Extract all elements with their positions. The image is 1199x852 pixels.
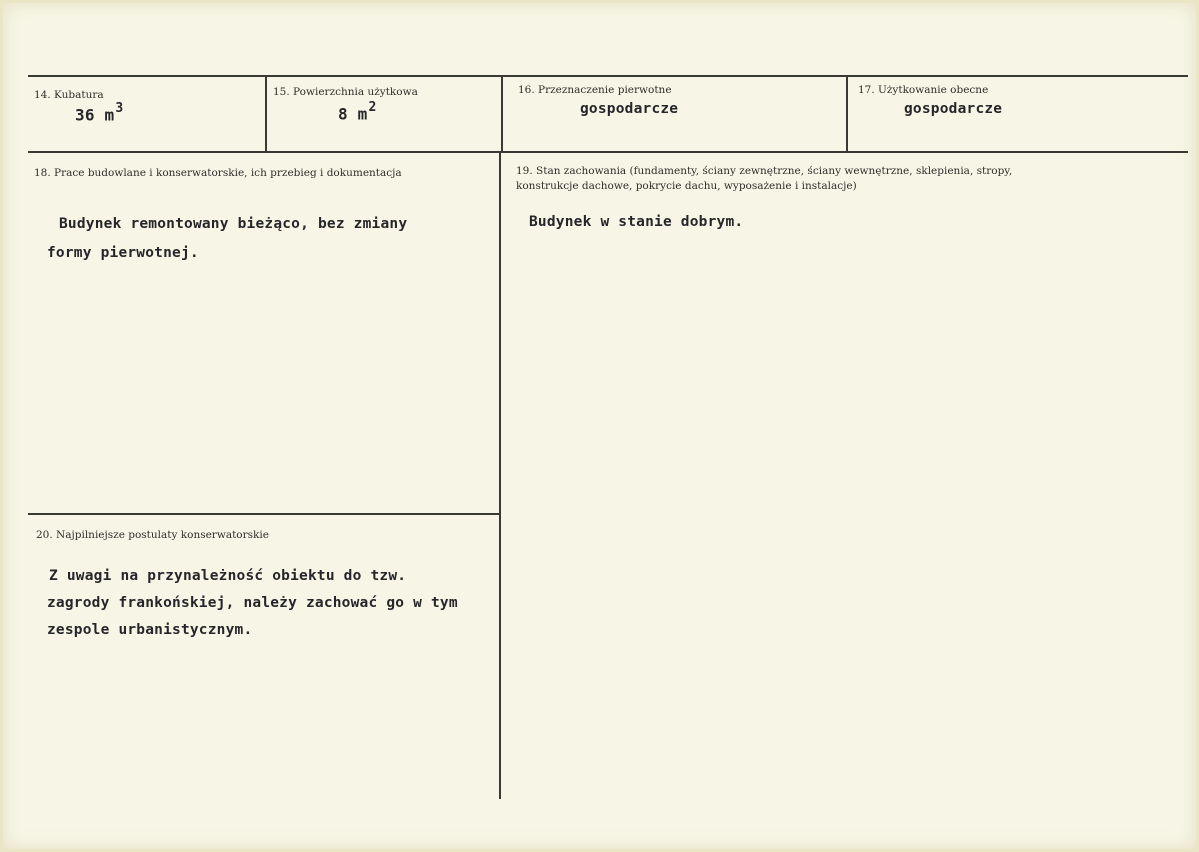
field-14-exponent: 3 [115,101,124,116]
field-18-label: 18. Prace budowlane i konserwatorskie, ich przebieg i dokumentacja [34,167,402,179]
record-card [3,3,1196,849]
field-15-exponent: 2 [368,100,377,115]
main-vertical-divider [499,153,501,799]
field-20-line-3: zespole urbanistycznym. [47,622,253,638]
field-18-line-2: formy pierwotnej. [47,245,199,261]
field-20-line-1: Z uwagi na przynależność obiektu do tzw. [49,568,407,584]
divider-15-16 [501,77,503,151]
field-20-label: 20. Najpilniejsze postulaty konserwatorskie [36,529,269,541]
field-14-label: 14. Kubatura [34,89,104,101]
field-20-line-2: zagrody frankońskiej, należy zachować go w tym [47,595,458,611]
field-19-line-1: Budynek w stanie dobrym. [529,214,744,230]
divider-14-15 [265,77,267,151]
field-14-value [75,103,123,124]
top-border-line [28,75,1188,77]
divider-18-20 [28,513,499,515]
field-15-label: 15. Powierzchnia użytkowa [273,86,418,98]
field-17-value: gospodarcze [904,101,1003,117]
field-18-line-1: Budynek remontowany bieżąco, bez zmiany [59,216,408,232]
field-16-label: 16. Przeznaczenie pierwotne [518,84,672,96]
divider-16-17 [846,77,848,151]
field-16-value: gospodarcze [580,101,679,117]
field-15-value-text: 8 m [338,104,368,124]
field-14-value-text: 36 m [75,105,115,125]
header-bottom-line [28,151,1188,153]
field-15-value [338,102,377,123]
field-19-label-line-1: 19. Stan zachowania (fundamenty, ściany zewnętrzne, ściany wewnętrzne, sklepienia, stropy, [516,165,1013,177]
field-17-label: 17. Użytkowanie obecne [858,84,989,96]
field-19-label-line-2: konstrukcje dachowe, pokrycie dachu, wyposażenie i instalacje) [516,180,857,192]
